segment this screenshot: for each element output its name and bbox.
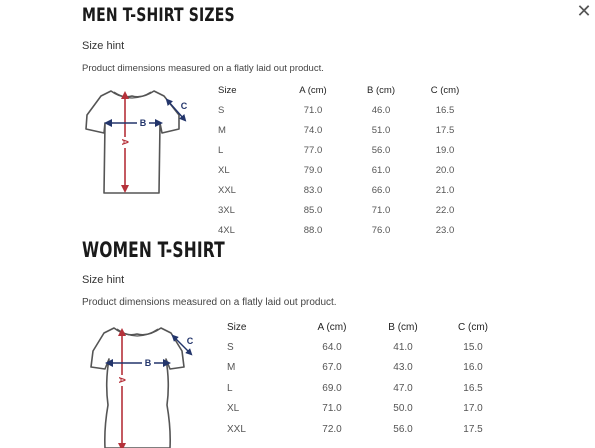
men-label-b: B [139,118,147,128]
b-cell: 43.0 [393,362,413,374]
table-row [218,180,478,200]
size-cell: 4XL [218,224,235,236]
a-cell: 85.0 [303,204,323,216]
table-row [218,140,478,160]
a-cell: 64.0 [322,342,342,354]
size-cell: 3XL [218,204,235,216]
a-cell: 77.0 [303,144,323,156]
header-a-cm: A (cm) [299,84,327,96]
header-c-cm: C (cm) [430,84,460,96]
b-cell: 47.0 [393,382,413,394]
men-tshirt-diagram [84,85,199,195]
a-cell: 67.0 [322,362,342,374]
a-cell: 83.0 [303,184,323,196]
size-cell: XXL [227,423,246,435]
close-icon[interactable]: ✕ [576,1,592,22]
size-cell: M [227,362,236,374]
a-cell: 71.0 [322,403,342,415]
women-label-a: A [117,376,127,384]
men-size-hint-label: Size hint [82,40,125,52]
men-label-a: A [120,138,130,146]
c-cell: 22.0 [435,204,455,216]
women-label-b: B [144,358,152,368]
b-cell: 46.0 [371,104,391,116]
size-cell: XXL [218,184,236,196]
women-size-hint-label: Size hint [82,274,125,286]
table-row [227,358,509,378]
b-cell: 51.0 [371,124,391,136]
table-row [218,120,478,140]
b-cell: 50.0 [393,403,413,415]
table-row [218,100,478,120]
women-tshirt-outline [91,328,184,448]
c-cell: 15.0 [463,342,483,354]
table-row [227,399,509,419]
c-cell: 16.5 [435,104,455,116]
header-b-cm: B (cm) [388,321,418,333]
header-size: Size [227,321,247,333]
size-cell: M [218,124,226,136]
size-cell: L [218,144,224,156]
women-section-title: WOMEN T-SHIRT [82,238,225,262]
a-cell: 74.0 [303,124,323,136]
women-description: Product dimensions measured on a flatly laid out product. [82,297,337,308]
women-table-header-row [227,317,509,337]
size-cell: L [227,382,233,394]
b-cell: 41.0 [393,342,413,354]
size-cell: XL [218,164,230,176]
table-row [227,419,509,439]
size-cell: S [218,104,225,116]
c-cell: 16.0 [463,362,483,374]
men-section-title: MEN T-SHIRT SIZES [82,4,235,26]
b-cell: 66.0 [371,184,391,196]
header-a-cm: A (cm) [317,321,347,333]
size-cell: XL [227,403,240,415]
c-cell: 17.5 [463,423,483,435]
c-cell: 21.0 [435,184,455,196]
men-table-header-row [218,80,478,100]
b-cell: 56.0 [393,423,413,435]
b-cell: 61.0 [371,164,391,176]
header-size: Size [218,84,237,96]
table-row [218,220,478,240]
c-cell: 23.0 [435,224,455,236]
table-row [218,160,478,180]
a-cell: 88.0 [303,224,323,236]
c-cell: 17.0 [463,403,483,415]
women-tshirt-diagram [90,323,205,448]
header-b-cm: B (cm) [367,84,395,96]
a-cell: 72.0 [322,423,342,435]
table-row [227,337,509,357]
a-cell: 79.0 [303,164,323,176]
c-cell: 20.0 [435,164,455,176]
b-cell: 71.0 [371,204,391,216]
women-label-c: C [186,336,194,346]
men-label-c: C [180,101,188,111]
c-cell: 17.5 [435,124,455,136]
men-description: Product dimensions measured on a flatly laid out product. [82,63,324,74]
c-cell: 19.0 [435,144,455,156]
header-c-cm: C (cm) [458,321,488,333]
a-cell: 69.0 [322,382,342,394]
size-cell: S [227,342,234,354]
table-row [218,200,478,220]
men-size-table [218,80,478,240]
a-cell: 71.0 [303,104,323,116]
b-cell: 76.0 [371,224,391,236]
table-row [227,378,509,398]
c-cell: 16.5 [463,382,483,394]
b-cell: 56.0 [371,144,391,156]
women-size-table [227,317,509,439]
men-tshirt-outline [86,91,179,193]
